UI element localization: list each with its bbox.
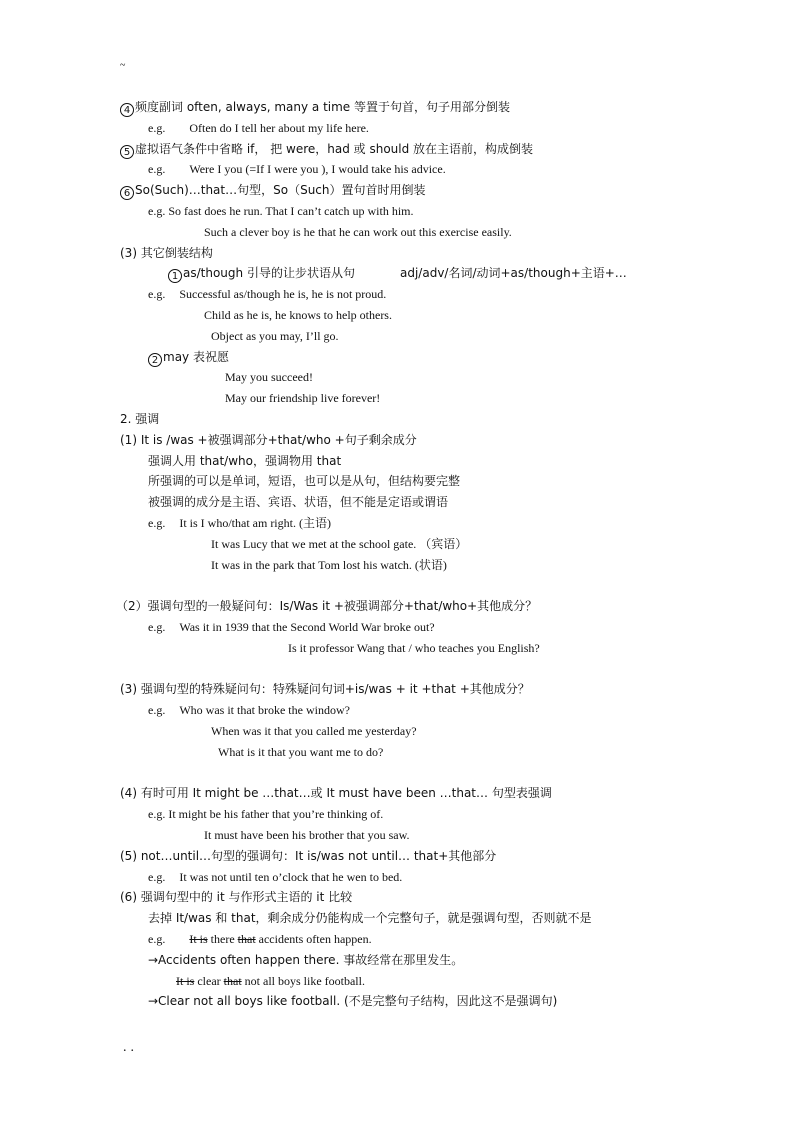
emphasis-s6-example-2: It is clear that not all boys like football.	[176, 974, 365, 988]
emphasis-s1-example-2: It was Lucy that we met at the school gate. （宾语）	[211, 537, 468, 551]
emphasis-s3-example-2: When was it that you called me yesterday?	[211, 724, 417, 738]
sub1-formula: adj/adv/名词/动词+as/though+主语+…	[400, 266, 627, 280]
header-mark: ~	[120, 60, 126, 71]
emphasis-s6-title: (6) 强调句型中的 it 与作形式主语的 it 比较	[120, 890, 353, 904]
circled-number-2: 2	[148, 353, 162, 367]
emphasis-s1-title: (1) It is /was +被强调部分+that/who +句子剩余成分	[120, 433, 417, 447]
emphasis-s4-title: (4) 有时可用 It might be …that…或 It must have been …that… 句型表强调	[120, 786, 552, 800]
emphasis-s1-note-1: 强调人用 that/who，强调物用 that	[148, 454, 342, 468]
emphasis-s2-example-1: e.g. Was it in 1939 that the Second World War broke out?	[148, 620, 435, 634]
emphasis-s3-example-1: e.g. Who was it that broke the window?	[148, 703, 350, 717]
emphasis-s1-note-3: 被强调的成分是主语、宾语、状语，但不能是定语或谓语	[148, 495, 449, 509]
emphasis-s5-example: e.g. It was not until ten o’clock that he wen to bed.	[148, 870, 403, 884]
emphasis-s2-title: （2）强调句型的一般疑问句：Is/Was it +被强调部分+that/who+其他成分？	[116, 599, 538, 613]
circled-number-4: 4	[120, 103, 134, 117]
sub1-example-2: Child as he is, he knows to help others.	[204, 308, 392, 322]
strikethrough-it-is: It is	[176, 974, 195, 988]
emphasis-s3-example-3: What is it that you want me to do?	[218, 745, 384, 759]
emphasis-s6-arrow-1: →Accidents often happen there. 事故经常在那里发生。	[148, 953, 464, 967]
emphasis-s4-example-1: e.g. It might be his father that you’re thinking of.	[148, 807, 384, 821]
emphasis-heading: 2. 强调	[120, 412, 160, 426]
circled-number-5: 5	[120, 145, 134, 159]
sub2-example-2: May our friendship live forever!	[225, 391, 381, 405]
item4-title: 4 频度副词 often, always, many a time 等置于句首，句子用部分倒装	[120, 99, 510, 117]
sub1-example-1: e.g. Successful as/though he is, he is not proud.	[148, 287, 387, 301]
emphasis-s1-note-2: 所强调的可以是单词，短语，也可以是从句，但结构要完整	[148, 474, 461, 488]
emphasis-s6-note: 去掉 It/was 和 that，剩余成分仍能构成一个完整句子，就是强调句型，否则就不是	[148, 911, 592, 925]
emphasis-s6-example-1: e.g. It is there that accidents often happen.	[148, 932, 372, 946]
other-inversion-heading: (3) 其它倒装结构	[120, 246, 213, 260]
item5-example: e.g. Were I you (=If I were you ), I would take his advice.	[148, 162, 446, 176]
circled-number-6: 6	[120, 186, 134, 200]
sub1-title: 1 as/though 引导的让步状语从句	[168, 265, 355, 283]
footer-mark: ..	[123, 1040, 138, 1055]
emphasis-s5-title: (5) not…until…句型的强调句：It is/was not until… that+其他部分	[120, 849, 497, 863]
emphasis-s1-example-3: It was in the park that Tom lost his watch. (状语)	[211, 558, 447, 572]
strikethrough-it-is: It is	[189, 932, 208, 946]
strikethrough-that: that	[237, 932, 256, 946]
strikethrough-that: that	[223, 974, 242, 988]
sub1-example-3: Object as you may, I’ll go.	[211, 329, 339, 343]
item4-example: e.g. Often do I tell her about my life here.	[148, 121, 369, 135]
circled-number-1: 1	[168, 269, 182, 283]
item6-title: 6 So(Such)…that…句型，So（Such）置句首时用倒装	[120, 182, 426, 200]
emphasis-s1-example-1: e.g. It is I who/that am right. (主语)	[148, 516, 331, 530]
item6-example-2: Such a clever boy is he that he can work out this exercise easily.	[204, 225, 512, 239]
emphasis-s3-title: (3) 强调句型的特殊疑问句：特殊疑问句词+is/was + it +that +其他成分？	[120, 682, 530, 696]
item6-example-1: e.g. So fast does he run. That I can’t catch up with him.	[148, 204, 414, 218]
emphasis-s4-example-2: It must have been his brother that you saw.	[204, 828, 410, 842]
emphasis-s2-example-2: Is it professor Wang that / who teaches you English?	[288, 641, 540, 655]
emphasis-s6-arrow-2: →Clear not all boys like football. (不是完整句子结构，因此这不是强调句)	[148, 994, 558, 1008]
sub2-title: 2 may 表祝愿	[148, 349, 229, 367]
sub2-example-1: May you succeed!	[225, 370, 313, 384]
item5-title: 5 虚拟语气条件中省略 if， 把 were，had 或 should 放在主语前，构成倒装	[120, 141, 533, 159]
